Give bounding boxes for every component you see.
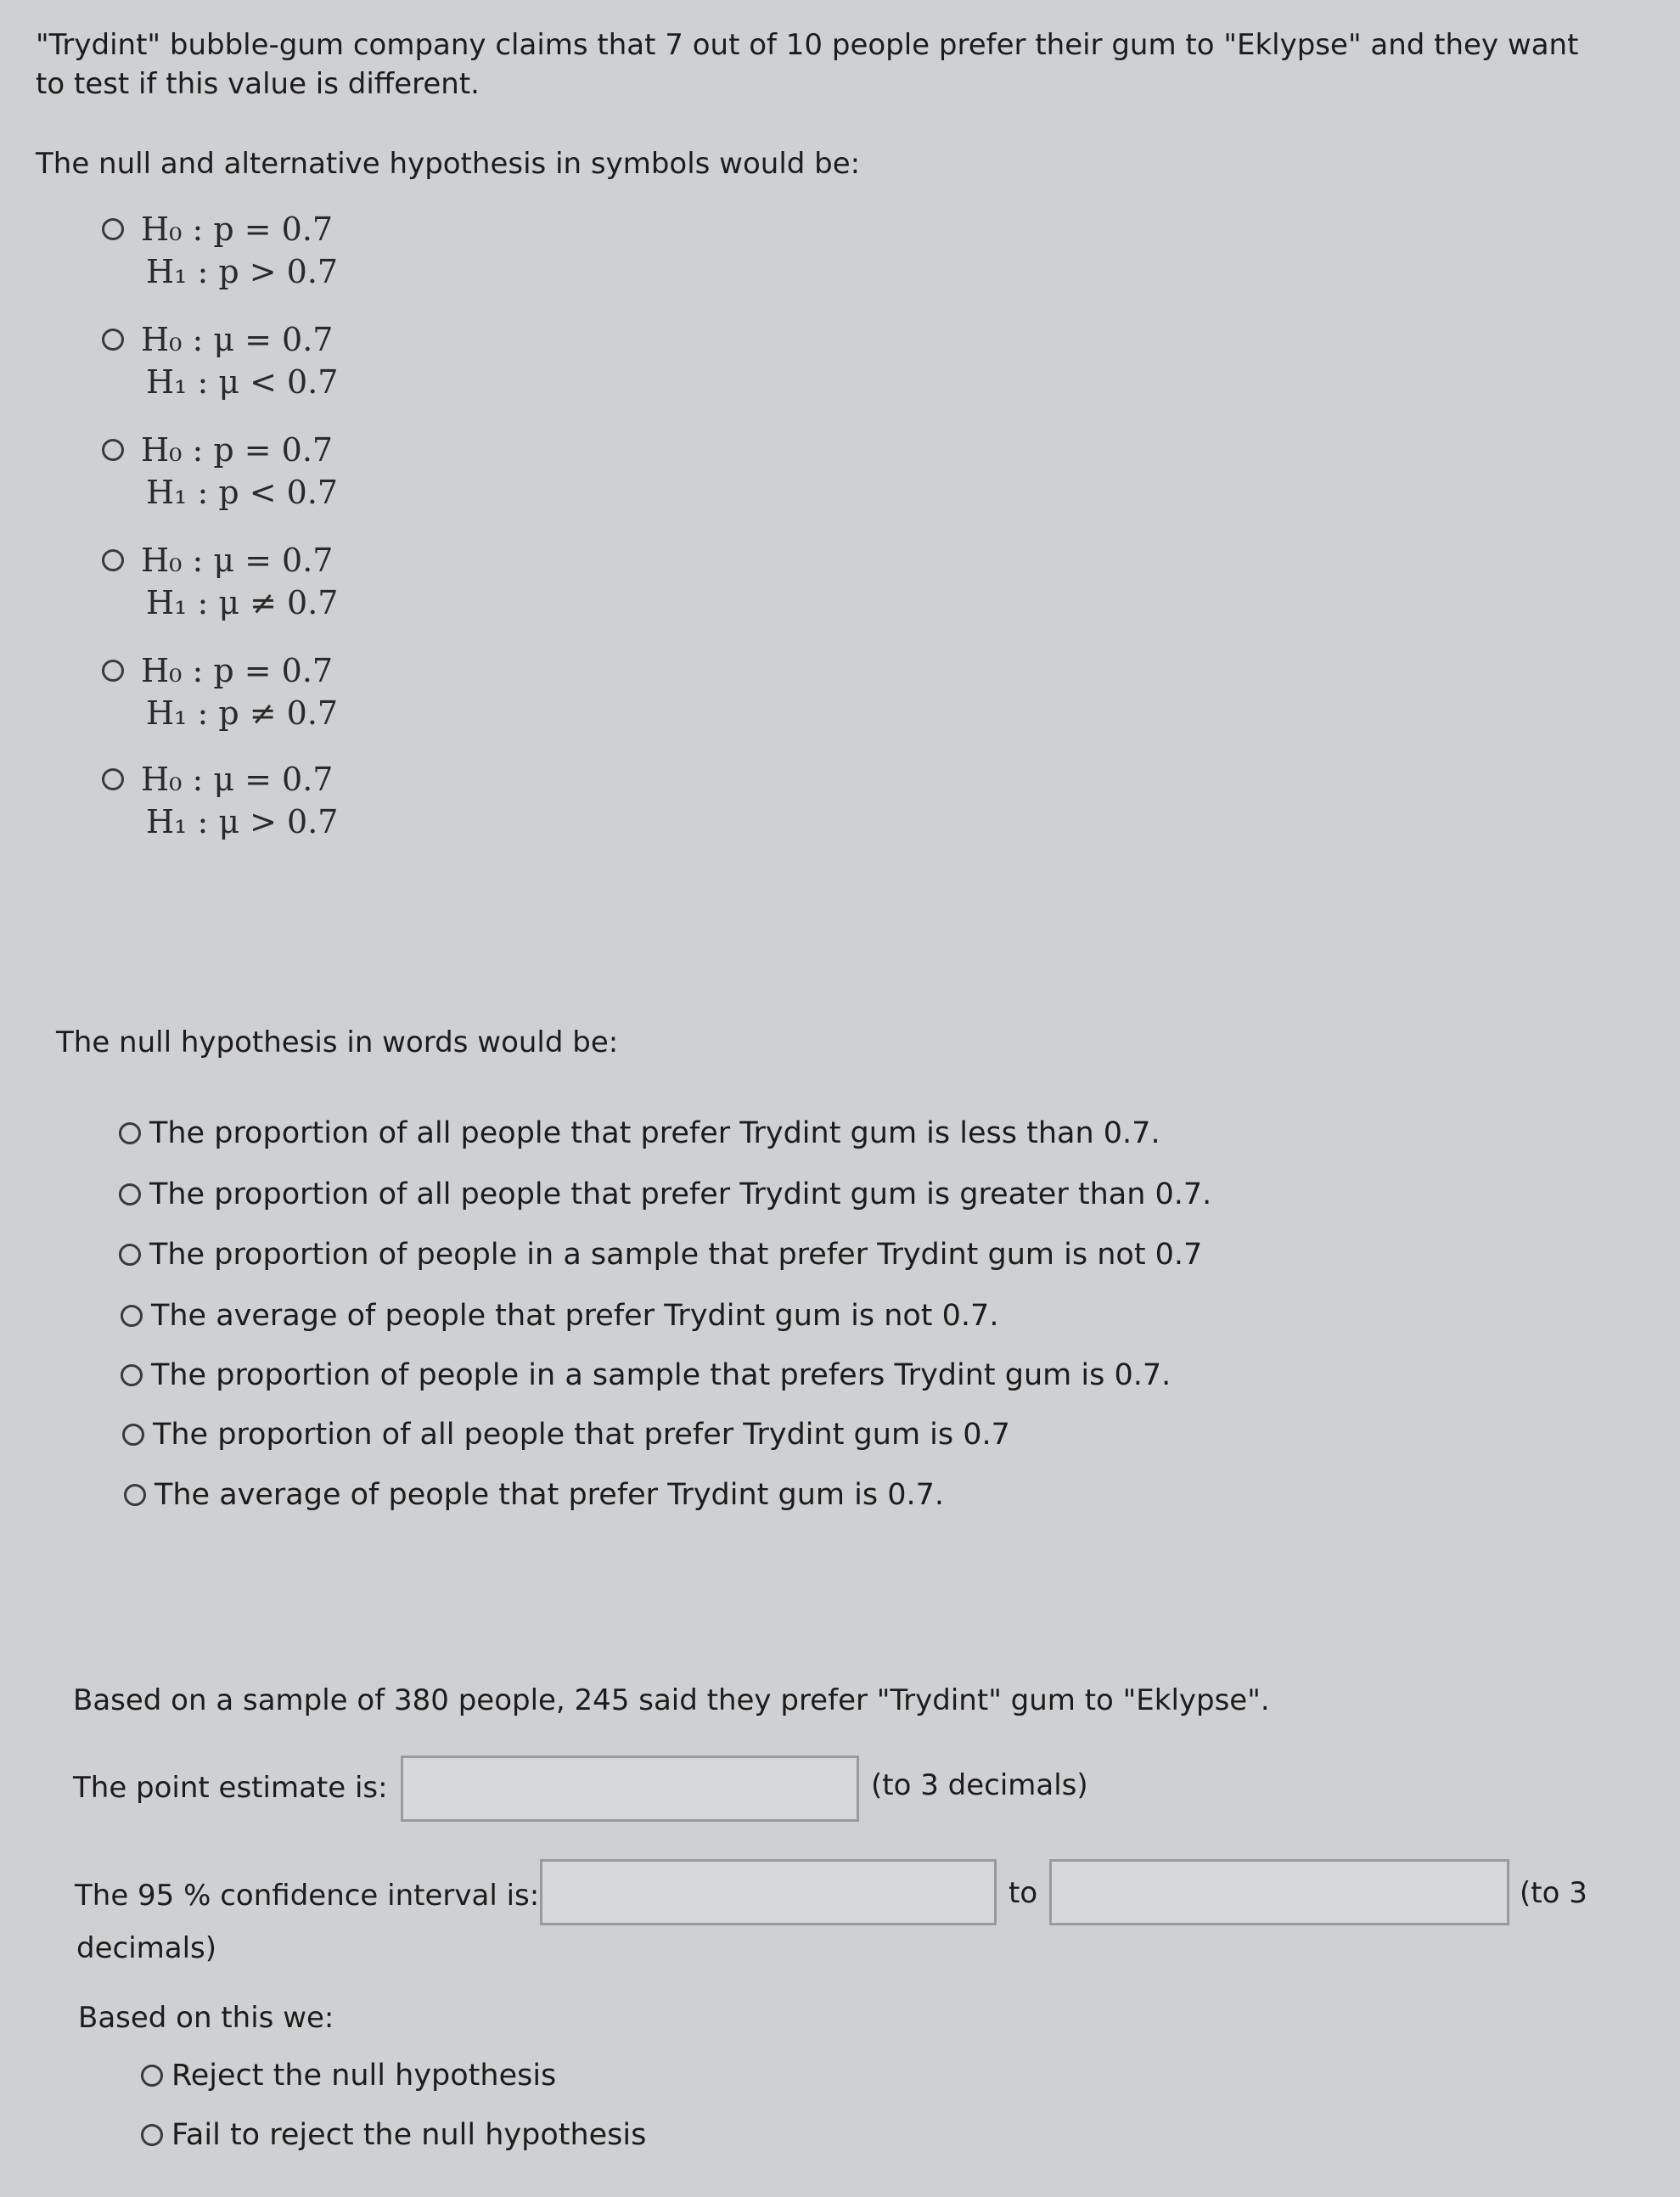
hypothesis-option-1[interactable]: [102, 208, 338, 293]
hypotheses-prompt: The null and alternative hypothesis in symbols would be:: [36, 147, 861, 181]
h1-text: H₁ : μ ≠ 0.7: [146, 584, 339, 621]
decision-option-reject[interactable]: [141, 2054, 556, 2097]
radio-button[interactable]: [141, 2065, 163, 2087]
point-estimate-input[interactable]: [401, 1756, 859, 1822]
radio-button[interactable]: [121, 1305, 143, 1327]
option-label: The average of people that prefer Trydint gum is not 0.7.: [151, 1299, 999, 1333]
radio-button[interactable]: [124, 1484, 146, 1506]
radio-button[interactable]: [102, 768, 124, 790]
null-words-option-7[interactable]: [124, 1474, 944, 1516]
hypothesis-option-5[interactable]: [102, 649, 338, 734]
hypothesis-option-6[interactable]: [102, 758, 338, 843]
h1-text: H₁ : p > 0.7: [146, 253, 339, 290]
h1-text: H₁ : μ < 0.7: [146, 363, 339, 401]
hypothesis-option-2[interactable]: [102, 318, 338, 403]
h0-text: H₀ : p = 0.7: [141, 211, 334, 248]
null-words-option-6[interactable]: [122, 1413, 1010, 1456]
null-words-option-4[interactable]: [121, 1295, 998, 1337]
h1-text: H₁ : p ≠ 0.7: [146, 694, 339, 732]
sample-text: Based on a sample of 380 people, 245 said they prefer "Trydint" gum to "Eklypse".: [73, 1683, 1270, 1717]
null-words-option-3[interactable]: [119, 1233, 1202, 1276]
radio-button[interactable]: [102, 439, 124, 461]
ci-hint-part2: decimals): [76, 1931, 217, 1965]
radio-button[interactable]: [141, 2124, 163, 2146]
hypothesis-option-4[interactable]: [102, 539, 338, 624]
option-label: The average of people that prefer Trydint gum is 0.7.: [155, 1478, 944, 1512]
question-line-1: "Trydint" bubble-gum company claims that 7 out of 10 people prefer their gum to "Eklypse" and they want: [36, 28, 1579, 62]
h0-text: H₀ : μ = 0.7: [141, 542, 334, 579]
ci-to-label: to: [1009, 1876, 1038, 1910]
option-label: The proportion of all people that prefer Trydint gum is greater than 0.7.: [149, 1177, 1212, 1211]
point-estimate-hint: (to 3 decimals): [871, 1768, 1088, 1802]
option-label: Reject the null hypothesis: [171, 2059, 557, 2093]
h0-text: H₀ : p = 0.7: [141, 652, 334, 689]
h0-text: H₀ : μ = 0.7: [141, 321, 334, 358]
radio-button[interactable]: [119, 1183, 141, 1205]
option-label: The proportion of all people that prefer Trydint gum is less than 0.7.: [149, 1116, 1160, 1150]
option-label: The proportion of people in a sample that prefer Trydint gum is not 0.7: [149, 1238, 1203, 1272]
null-words-option-5[interactable]: [121, 1354, 1171, 1396]
ci-lower-input[interactable]: [540, 1859, 997, 1925]
option-label: Fail to reject the null hypothesis: [171, 2118, 647, 2152]
h1-text: H₁ : μ > 0.7: [146, 803, 339, 840]
option-label: The proportion of all people that prefer Trydint gum is 0.7: [153, 1418, 1010, 1452]
decision-option-fail-to-reject[interactable]: [141, 2114, 646, 2156]
h0-text: H₀ : p = 0.7: [141, 431, 334, 469]
radio-button[interactable]: [102, 549, 124, 571]
option-label: The proportion of people in a sample that prefers Trydint gum is 0.7.: [151, 1358, 1172, 1392]
radio-button[interactable]: [102, 660, 124, 682]
radio-button[interactable]: [119, 1122, 141, 1144]
ci-upper-input[interactable]: [1049, 1859, 1509, 1925]
hypothesis-option-3[interactable]: [102, 429, 338, 514]
null-words-option-2[interactable]: [119, 1173, 1211, 1216]
h1-text: H₁ : p < 0.7: [146, 474, 339, 511]
radio-button[interactable]: [121, 1364, 143, 1386]
decision-prompt: Based on this we:: [78, 2001, 334, 2035]
radio-button[interactable]: [102, 218, 124, 240]
radio-button[interactable]: [122, 1424, 144, 1446]
null-words-prompt: The null hypothesis in words would be:: [56, 1025, 619, 1059]
radio-button[interactable]: [102, 329, 124, 351]
confidence-interval-label: The 95 % confidence interval is:: [75, 1879, 540, 1913]
question-text: [36, 25, 1578, 104]
point-estimate-label: The point estimate is:: [73, 1771, 388, 1805]
question-line-2: to test if this value is different.: [36, 67, 480, 101]
radio-button[interactable]: [119, 1244, 141, 1266]
ci-hint-part1: (to 3: [1520, 1876, 1587, 1910]
h0-text: H₀ : μ = 0.7: [141, 761, 334, 798]
null-words-option-1[interactable]: [119, 1112, 1160, 1155]
